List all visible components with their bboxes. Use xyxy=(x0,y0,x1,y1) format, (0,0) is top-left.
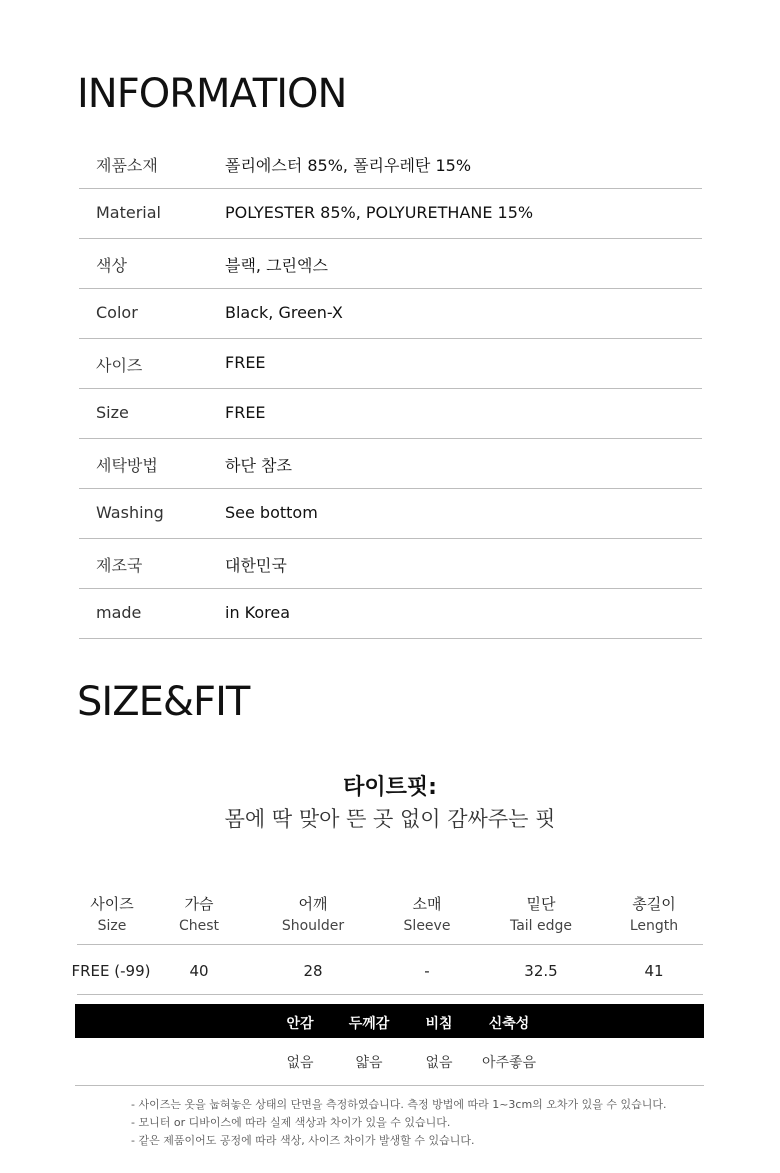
property-label: 안감 xyxy=(286,1016,314,1032)
info-row xyxy=(79,489,702,539)
info-value: POLYESTER 85%, POLYURETHANE 15% xyxy=(225,203,534,222)
note-line: - 같은 제품이어도 공정에 따라 색상, 사이즈 차이가 발생할 수 있습니다. xyxy=(131,1134,475,1147)
note-line: - 모니터 or 디바이스에 따라 실제 색상과 차이가 있을 수 있습니다. xyxy=(131,1116,451,1129)
info-value: See bottom xyxy=(225,503,318,522)
property-value: 얇음 xyxy=(355,1055,383,1071)
size-notes xyxy=(131,1097,667,1151)
cell-shoulder: 28 xyxy=(303,962,323,980)
header-en: Length xyxy=(629,918,679,934)
cell-size: FREE (-99) xyxy=(71,962,151,980)
info-label: 제조국 xyxy=(96,556,143,575)
cell-chest: 40 xyxy=(189,962,209,980)
header-ko: 밑단 xyxy=(526,895,556,913)
info-row xyxy=(79,289,702,339)
info-row xyxy=(79,139,702,189)
fit-name: 타이트핏: xyxy=(343,775,437,800)
info-row xyxy=(79,439,702,489)
fit-description: 몸에 딱 맞아 뜬 곳 없이 감싸주는 핏 xyxy=(224,807,556,831)
header-en: Chest xyxy=(178,918,220,934)
info-label: 색상 xyxy=(96,256,127,275)
cell-length: 41 xyxy=(644,962,664,980)
info-row xyxy=(79,239,702,289)
information-table xyxy=(79,139,702,639)
size-fit-title: SIZE&FIT xyxy=(77,679,250,725)
header-en: Size xyxy=(97,918,127,934)
info-value: 대한민국 xyxy=(225,556,287,575)
information-title: INFORMATION xyxy=(77,71,347,117)
info-value: in Korea xyxy=(225,603,291,622)
cell-tail-edge: 32.5 xyxy=(524,962,558,980)
info-label: Color xyxy=(96,303,138,322)
info-label: Size xyxy=(96,403,129,422)
cell-sleeve: - xyxy=(424,962,430,980)
property-label: 두께감 xyxy=(348,1016,390,1032)
info-label: Washing xyxy=(96,503,164,522)
info-row xyxy=(79,189,702,239)
header-length xyxy=(599,893,709,934)
info-row xyxy=(79,389,702,439)
property-label: 신축성 xyxy=(488,1016,530,1032)
size-table-header xyxy=(77,890,703,945)
header-en: Tail edge xyxy=(509,918,573,934)
size-table xyxy=(71,890,703,995)
info-label: 세탁방법 xyxy=(96,456,158,475)
info-row xyxy=(79,589,702,639)
info-value: FREE xyxy=(225,403,266,422)
header-ko: 어깨 xyxy=(298,895,328,913)
info-value: 블랙, 그린엑스 xyxy=(225,256,328,275)
property-value: 없음 xyxy=(286,1055,314,1071)
header-ko: 소매 xyxy=(412,895,442,913)
property-value: 없음 xyxy=(425,1055,453,1071)
header-ko: 가슴 xyxy=(184,895,214,913)
info-label: Material xyxy=(96,203,161,222)
info-row xyxy=(79,539,702,589)
size-table-row xyxy=(71,945,703,995)
header-sleeve xyxy=(372,893,482,934)
header-en: Sleeve xyxy=(403,918,451,934)
header-ko: 사이즈 xyxy=(90,895,134,913)
info-value: 하단 참조 xyxy=(225,456,292,475)
header-chest xyxy=(144,893,254,934)
property-value: 아주좋음 xyxy=(481,1055,537,1071)
property-header-bar xyxy=(75,1004,704,1038)
header-en: Shoulder xyxy=(281,918,345,934)
note-line: - 사이즈는 옷을 눕혀놓은 상태의 단면을 측정하였습니다. 측정 방법에 따라 1~3cm의 오차가 있을 수 있습니다. xyxy=(131,1098,667,1111)
header-tail-edge xyxy=(486,893,596,934)
header-ko: 총길이 xyxy=(632,895,676,913)
header-shoulder xyxy=(258,893,368,934)
info-label: 사이즈 xyxy=(96,356,143,375)
property-label: 비침 xyxy=(425,1016,453,1032)
info-value: Black, Green-X xyxy=(225,303,343,322)
info-label: made xyxy=(96,603,142,622)
info-label: 제품소재 xyxy=(96,156,158,175)
property-values-row xyxy=(75,1038,704,1086)
info-value: 폴리에스터 85%, 폴리우레탄 15% xyxy=(225,156,472,175)
info-value: FREE xyxy=(225,353,266,372)
info-row xyxy=(79,339,702,389)
